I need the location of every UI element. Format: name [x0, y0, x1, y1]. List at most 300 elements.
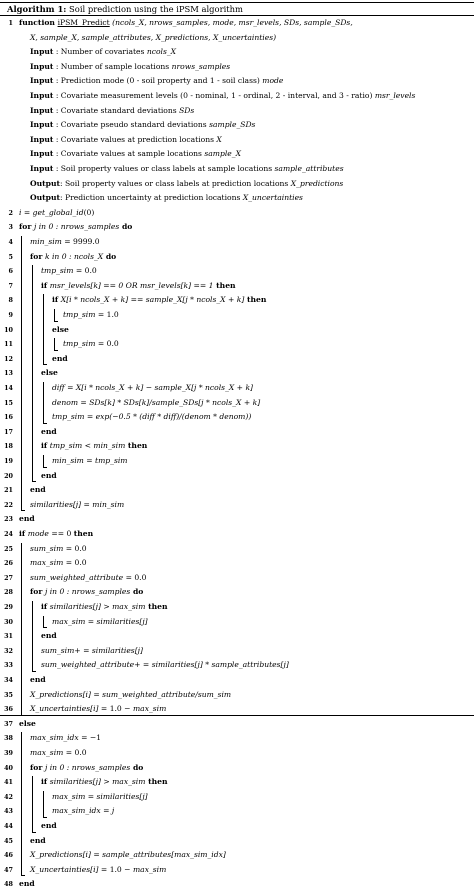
- code-token: tmp_sim: [41, 266, 74, 276]
- line-text: [52, 805, 114, 817]
- keyword: Input: [30, 47, 54, 57]
- code-line: [0, 820, 470, 832]
- line-text: [30, 163, 344, 175]
- line-number: 13: [4, 369, 13, 378]
- line-number: 18: [4, 442, 13, 451]
- line-number: 37: [4, 719, 13, 728]
- block-bar: [43, 455, 44, 468]
- line-text: [52, 353, 68, 365]
- block-bar: [54, 309, 55, 322]
- code-token: (ncols_X, nrows_samples, mode, msr_levels, SDs, sample_SDs,: [109, 18, 353, 27]
- code-token: X_predictions[i] = sum_weighted_attribute/sum_sim: [30, 689, 232, 699]
- line-number: 7: [8, 281, 13, 290]
- line-number: 4: [8, 238, 13, 246]
- keyword: if: [41, 602, 50, 611]
- line-text: [30, 557, 87, 569]
- code-token: = 9999.0: [61, 237, 100, 246]
- line-number: 26: [4, 559, 13, 568]
- keyword: then: [125, 441, 148, 451]
- keyword: if: [52, 295, 61, 305]
- code-token: = 1.0 −: [98, 864, 133, 874]
- line-number: 24: [4, 530, 13, 538]
- code-line: [0, 46, 470, 58]
- line-text: [52, 294, 266, 306]
- keyword: end: [41, 426, 57, 436]
- line-number: 48: [4, 880, 13, 889]
- code-line: [0, 878, 470, 890]
- code-token: : Covariate standard deviations: [53, 105, 180, 115]
- code-line: [0, 367, 470, 379]
- code-token: nrows_samples: [171, 61, 231, 71]
- code-token: min_sim: [30, 237, 62, 246]
- line-number: 30: [4, 617, 13, 626]
- code-token: : Prediction mode (0 - soil property and 1 - soil class): [53, 76, 263, 86]
- keyword: then: [145, 602, 168, 611]
- code-token: k in 0 : ncols_X: [44, 251, 104, 261]
- line-number: 46: [4, 851, 13, 860]
- code-line: [0, 616, 470, 628]
- block-bar: [21, 236, 22, 511]
- code-line: [0, 659, 470, 671]
- code-line: [0, 105, 470, 117]
- code-token: = 0.0: [63, 748, 87, 757]
- line-number: 27: [4, 573, 13, 582]
- algorithm-label: Algorithm 1:: [7, 4, 67, 14]
- line-number: 39: [4, 749, 13, 757]
- line-number: 1: [8, 19, 13, 27]
- line-number: 36: [4, 705, 13, 714]
- code-token: : Soil property values or class labels at prediction locations: [59, 178, 291, 188]
- code-line: [0, 835, 470, 847]
- code-token: tmp_sim = exp(−0.5 * (diff * diff)/(denom * denom)): [52, 412, 252, 422]
- block-bar: [32, 776, 33, 832]
- line-text: [30, 732, 101, 744]
- line-text: [30, 134, 222, 146]
- code-line: [0, 703, 470, 715]
- code-line: [0, 586, 470, 598]
- line-text: [30, 543, 87, 555]
- code-line: [0, 455, 470, 467]
- keyword: Input: [30, 61, 54, 71]
- keyword: if: [41, 777, 50, 787]
- line-text: [63, 338, 119, 350]
- code-token: max_sim = similarities[j]: [52, 616, 148, 626]
- code-token: : Number of sample locations: [53, 61, 172, 71]
- code-token: : Covariate measurement levels (0 - nominal, 1 - ordinal, 2 - interval, and 3 - ratio): [53, 91, 375, 100]
- code-line: [0, 61, 470, 73]
- code-token: : Soil property values or class labels at sample locations: [53, 164, 275, 173]
- keyword: end: [30, 485, 46, 495]
- line-text: [30, 572, 146, 584]
- code-token: sample_attributes: [274, 164, 344, 173]
- line-number: 32: [4, 646, 13, 655]
- keyword: do: [130, 762, 144, 772]
- line-number: 29: [4, 603, 13, 611]
- code-line: [0, 207, 470, 219]
- line-text: [30, 484, 46, 496]
- line-text: [52, 397, 260, 409]
- keyword: for: [30, 587, 45, 597]
- line-text: [30, 32, 276, 44]
- line-number: 20: [4, 471, 13, 480]
- code-token: X_uncertainties[i]: [30, 864, 99, 874]
- keyword: for: [30, 251, 45, 261]
- keyword: end: [41, 631, 57, 641]
- keyword: Output: [30, 193, 60, 203]
- algorithm-title: Soil prediction using the iPSM algorithm: [69, 4, 243, 14]
- line-text: [63, 309, 119, 321]
- code-token: max_sim: [132, 864, 167, 874]
- code-line: [0, 513, 470, 525]
- line-number: 11: [4, 340, 13, 349]
- line-text: [30, 90, 415, 102]
- code-token: X_uncertainties[i]: [30, 704, 99, 714]
- line-number: 35: [4, 690, 13, 699]
- keyword: end: [19, 879, 35, 889]
- line-number: 42: [4, 792, 13, 801]
- code-token: j in 0 : nrows_samples: [33, 222, 120, 232]
- line-text: [41, 601, 167, 613]
- code-line: [0, 17, 470, 29]
- code-line: [0, 353, 470, 365]
- line-text: [30, 75, 283, 87]
- code-token: SDs: [179, 105, 195, 115]
- keyword: else: [41, 368, 58, 378]
- code-token: similarities[j] > max_sim: [49, 602, 146, 611]
- code-token: : Covariate values at prediction locations: [53, 134, 217, 144]
- code-line: [0, 90, 470, 102]
- code-line: [0, 309, 470, 321]
- line-text: [41, 776, 167, 788]
- keyword: then: [145, 777, 168, 787]
- code-token: = 0.0: [63, 543, 87, 553]
- code-line: [0, 645, 470, 657]
- line-text: [41, 280, 236, 292]
- block-bar: [43, 382, 44, 424]
- code-token: X, sample_X, sample_attributes, X_predictions, X_uncertainties): [30, 32, 277, 42]
- block-bar: [43, 791, 44, 818]
- code-line: [0, 732, 470, 744]
- line-text: [30, 178, 343, 190]
- line-text: [52, 616, 148, 628]
- code-line: [0, 251, 470, 263]
- code-line: [0, 280, 470, 292]
- code-line: [0, 849, 470, 861]
- keyword: Output: [30, 178, 60, 188]
- code-line: [0, 178, 470, 190]
- line-text: [30, 849, 226, 861]
- keyword: do: [103, 251, 117, 261]
- code-token: sum_weighted_attribute: [30, 572, 124, 582]
- code-token: = 0.0: [123, 572, 147, 582]
- code-line: [0, 557, 470, 569]
- code-token: = 1.0: [95, 310, 119, 319]
- line-text: [30, 46, 176, 58]
- function-name: iPSM_Predict: [57, 18, 110, 27]
- line-text: [41, 470, 57, 482]
- code-token: j in 0 : nrows_samples: [44, 762, 131, 772]
- code-line: [0, 221, 470, 233]
- line-number: 28: [4, 588, 13, 597]
- code-line: [0, 499, 470, 511]
- code-token: i = get_global_id: [19, 207, 84, 217]
- block-bar: [43, 616, 44, 629]
- code-token: X: [216, 134, 222, 144]
- block-bar: [32, 601, 33, 672]
- line-text: [30, 586, 143, 598]
- code-token: msr_levels: [374, 91, 416, 100]
- code-token: = 0.0: [63, 558, 87, 568]
- keyword: do: [119, 222, 133, 232]
- line-number: 10: [4, 325, 13, 334]
- caption-rule: [0, 15, 474, 16]
- code-token: ncols_X: [146, 47, 177, 57]
- keyword: for: [19, 222, 34, 232]
- line-text: [19, 878, 35, 890]
- keyword: if: [41, 280, 50, 290]
- line-number: 17: [4, 427, 13, 436]
- code-token: sample_X: [204, 149, 241, 159]
- code-token: denom = SDs[k] * SDs[k]/sample_SDs[j * ncols_X + k]: [52, 397, 261, 407]
- code-line: [0, 324, 470, 336]
- line-number: 5: [8, 252, 13, 261]
- line-text: [30, 703, 166, 715]
- line-text: [41, 630, 57, 642]
- line-text: [30, 864, 166, 876]
- keyword: else: [19, 718, 36, 728]
- line-number: 16: [4, 413, 13, 422]
- code-line: [0, 265, 470, 277]
- line-text: [30, 192, 303, 204]
- algorithm-caption: [7, 3, 243, 15]
- keyword: end: [30, 835, 46, 845]
- line-number: 33: [4, 661, 13, 670]
- line-text: [30, 835, 46, 847]
- code-token: max_sim = similarities[j]: [52, 791, 148, 801]
- line-number: 15: [4, 398, 13, 407]
- keyword: then: [244, 295, 267, 305]
- code-line: [0, 484, 470, 496]
- code-line: [0, 75, 470, 87]
- code-line: [0, 294, 470, 306]
- line-number: 22: [4, 500, 13, 509]
- code-token: mode: [262, 76, 284, 86]
- code-line: [0, 864, 470, 876]
- line-text: [41, 645, 143, 657]
- code-line: [0, 762, 470, 774]
- line-text: [30, 251, 116, 263]
- code-line: [0, 601, 470, 613]
- line-text: [30, 747, 87, 759]
- code-token: sample_SDs: [209, 120, 256, 130]
- keyword: do: [130, 587, 144, 597]
- keyword: end: [41, 821, 57, 830]
- code-token: : Covariate pseudo standard deviations: [53, 120, 210, 130]
- line-text: [52, 324, 69, 336]
- line-text: [41, 265, 97, 277]
- code-token: (0): [83, 207, 95, 217]
- code-line: [0, 148, 470, 160]
- block-bar: [43, 294, 44, 365]
- keyword: Input: [30, 149, 54, 159]
- line-number: 6: [8, 267, 13, 276]
- code-line: [0, 397, 470, 409]
- code-line: [0, 134, 470, 146]
- line-number: 25: [4, 544, 13, 553]
- line-text: [30, 148, 241, 160]
- line-text: [30, 499, 124, 511]
- keyword: for: [30, 762, 45, 772]
- code-token: max_sim: [30, 748, 64, 757]
- code-token: max_sim_idx = j: [52, 806, 115, 816]
- code-token: j in 0 : nrows_samples: [44, 587, 131, 597]
- keyword: function: [19, 18, 58, 27]
- line-text: [41, 426, 57, 438]
- code-token: == 0: [48, 529, 74, 538]
- code-line: [0, 426, 470, 438]
- line-number: 8: [8, 296, 13, 305]
- line-text: [19, 513, 35, 525]
- line-text: [19, 528, 93, 540]
- code-token: : Prediction uncertainty at prediction locations: [59, 193, 243, 203]
- code-token: similarities[j] > max_sim: [49, 777, 146, 787]
- keyword: end: [41, 470, 57, 480]
- code-token: X[i * ncols_X + k] == sample_X[j * ncols_X + k]: [60, 295, 245, 305]
- code-line: [0, 440, 470, 452]
- keyword: else: [52, 324, 69, 334]
- code-token: : Number of covariates: [53, 47, 147, 57]
- line-text: [19, 221, 132, 233]
- code-line: [0, 747, 470, 759]
- code-line: [0, 689, 470, 701]
- line-number: 14: [4, 384, 13, 392]
- code-token: sum_sim: [30, 543, 64, 553]
- line-number: 12: [4, 354, 13, 363]
- code-token: similarities[j] = min_sim: [30, 499, 125, 509]
- line-text: [19, 17, 353, 29]
- line-number: 40: [4, 763, 13, 772]
- keyword: Input: [30, 134, 54, 144]
- line-number: 2: [8, 208, 13, 217]
- code-token: max_sim: [132, 704, 167, 714]
- code-line: [0, 470, 470, 482]
- code-line: [0, 338, 470, 350]
- line-number: 23: [4, 515, 13, 524]
- line-number: 47: [4, 865, 13, 874]
- line-text: [41, 367, 58, 379]
- code-token: sum_weighted_attribute+ = similarities[j] * sample_attributes[j]: [41, 660, 289, 670]
- code-token: X_uncertainties: [242, 193, 303, 203]
- line-text: [19, 207, 94, 219]
- line-text: [41, 820, 57, 832]
- keyword: Input: [30, 91, 54, 100]
- line-text: [30, 236, 100, 248]
- line-text: [41, 440, 147, 452]
- code-token: tmp_sim < min_sim: [49, 441, 126, 451]
- code-token: min_sim = tmp_sim: [52, 456, 128, 465]
- code-line: [0, 411, 470, 423]
- code-line: [0, 543, 470, 555]
- block-bar: [21, 543, 22, 716]
- keyword: Input: [30, 76, 54, 86]
- line-text: [41, 659, 289, 671]
- code-token: X_predictions[i] = sample_attributes[max_sim_idx]: [30, 850, 226, 860]
- bottom-rule: [0, 715, 474, 716]
- line-number: 44: [4, 822, 13, 830]
- code-token: = 0.0: [95, 339, 119, 349]
- line-text: [30, 762, 143, 774]
- line-text: [52, 411, 251, 423]
- code-line: [0, 674, 470, 686]
- line-number: 45: [4, 836, 13, 845]
- code-line: [0, 572, 470, 584]
- code-line: [0, 528, 470, 540]
- code-line: [0, 791, 470, 803]
- keyword: Input: [30, 105, 54, 115]
- line-number: 43: [4, 807, 13, 816]
- block-bar: [21, 732, 22, 876]
- code-line: [0, 32, 470, 44]
- line-number: 21: [4, 486, 13, 495]
- line-text: [30, 689, 231, 701]
- keyword: Input: [30, 164, 54, 173]
- keyword: Input: [30, 120, 54, 130]
- line-text: [30, 61, 230, 73]
- code-token: tmp_sim: [63, 310, 96, 319]
- line-text: [52, 382, 253, 394]
- block-bar: [32, 265, 33, 482]
- line-text: [30, 674, 46, 686]
- keyword: end: [19, 514, 35, 524]
- code-line: [0, 382, 470, 394]
- code-token: max_sim_idx: [30, 733, 79, 743]
- code-line: [0, 236, 470, 248]
- code-token: = 1.0 −: [98, 704, 133, 714]
- code-line: [0, 192, 470, 204]
- keyword: if: [19, 529, 28, 538]
- block-bar: [54, 338, 55, 351]
- code-token: msr_levels[k] == 0 OR msr_levels[k] == 1: [49, 280, 214, 290]
- line-number: 31: [4, 632, 13, 641]
- code-token: X_predictions: [290, 178, 344, 188]
- line-number: 34: [4, 676, 13, 684]
- line-text: [52, 791, 148, 803]
- code-token: mode: [27, 529, 49, 538]
- code-line: [0, 776, 470, 788]
- code-token: diff = X[i * ncols_X + k] − sample_X[j * ncols_X + k]: [52, 383, 254, 392]
- code-line: [0, 718, 470, 730]
- code-token: max_sim: [30, 558, 64, 568]
- line-text: [52, 455, 127, 467]
- line-number: 19: [4, 457, 13, 465]
- code-token: = −1: [78, 733, 102, 743]
- line-number: 3: [8, 223, 13, 232]
- line-number: 41: [4, 778, 13, 787]
- code-token: = 0.0: [73, 266, 97, 276]
- line-text: [30, 119, 255, 131]
- code-token: : Covariate values at sample locations: [53, 149, 205, 159]
- line-text: [19, 718, 36, 730]
- keyword: end: [52, 353, 68, 363]
- code-token: tmp_sim: [63, 339, 96, 349]
- keyword: then: [73, 529, 94, 538]
- line-text: [30, 105, 194, 117]
- keyword: if: [41, 441, 50, 451]
- line-number: 9: [8, 311, 13, 319]
- code-line: [0, 119, 470, 131]
- code-line: [0, 630, 470, 642]
- code-line: [0, 805, 470, 817]
